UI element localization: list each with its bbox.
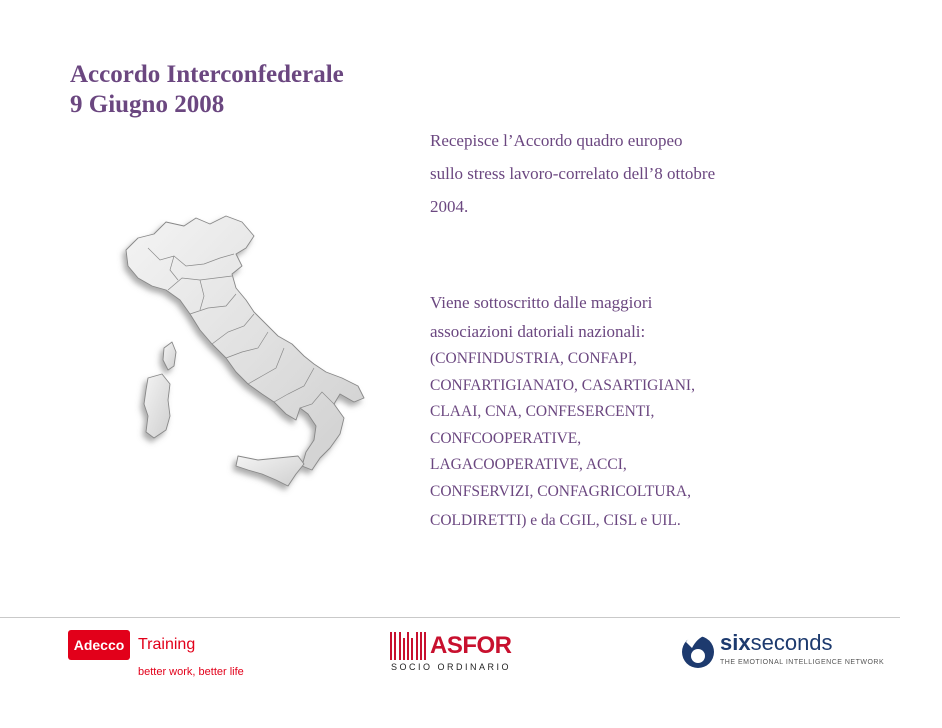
asfor-brand: ASFOR — [430, 632, 512, 659]
adecco-tagline: better work, better life — [138, 666, 244, 678]
title-line-1: Accordo Interconfederale — [70, 61, 344, 88]
paragraph-sottoscritto — [430, 288, 695, 537]
asfor-bars-icon — [390, 632, 428, 660]
associations-last-line: COLDIRETTI) e da CGIL, CISL e UIL. — [430, 512, 681, 529]
footer-divider — [0, 617, 900, 618]
paragraph1-line: sullo stress lavoro-correlato dell’8 ottobre — [430, 164, 716, 183]
sixseconds-brand — [720, 630, 833, 656]
adecco-training-logo — [68, 630, 258, 682]
associations-line: (CONFINDUSTRIA, CONFAPI, — [430, 350, 637, 367]
slide-title — [70, 60, 344, 120]
associations-line: CONFSERVIZI, CONFAGRICOLTURA, — [430, 482, 691, 500]
adecco-brand: Adecco — [68, 630, 130, 660]
associations-line: CONFARTIGIANATO, CASARTIGIANI, — [430, 376, 695, 394]
sixseconds-brand-prefix: six — [720, 630, 751, 655]
paragraph2-intro-line: associazioni datoriali nazionali: — [430, 322, 646, 341]
paragraph2-intro-line: Viene sottoscritto dalle maggiori — [430, 293, 653, 312]
paragraph1-line: Recepisce l’Accordo quadro europeo — [430, 131, 683, 150]
asfor-subtitle: SOCIO ORDINARIO — [391, 662, 512, 672]
associations-list — [430, 346, 695, 505]
sixseconds-mark-icon — [680, 628, 716, 672]
title-line-2: 9 Giugno 2008 — [70, 91, 225, 118]
sixseconds-logo — [680, 628, 885, 678]
associations-line: LAGACOOPERATIVE, ACCI, — [430, 456, 627, 473]
associations-line: CLAAI, CNA, CONFESERCENTI, — [430, 403, 655, 420]
paragraph-recepisce — [430, 124, 715, 223]
sixseconds-tagline: THE EMOTIONAL INTELLIGENCE NETWORK — [720, 659, 885, 666]
asfor-logo — [390, 632, 520, 678]
adecco-product: Training — [138, 636, 196, 653]
associations-line: CONFCOOPERATIVE, — [430, 429, 582, 447]
paragraph1-line: 2004. — [430, 197, 469, 216]
sixseconds-brand-suffix: seconds — [750, 630, 833, 655]
italy-map-icon — [108, 208, 368, 508]
